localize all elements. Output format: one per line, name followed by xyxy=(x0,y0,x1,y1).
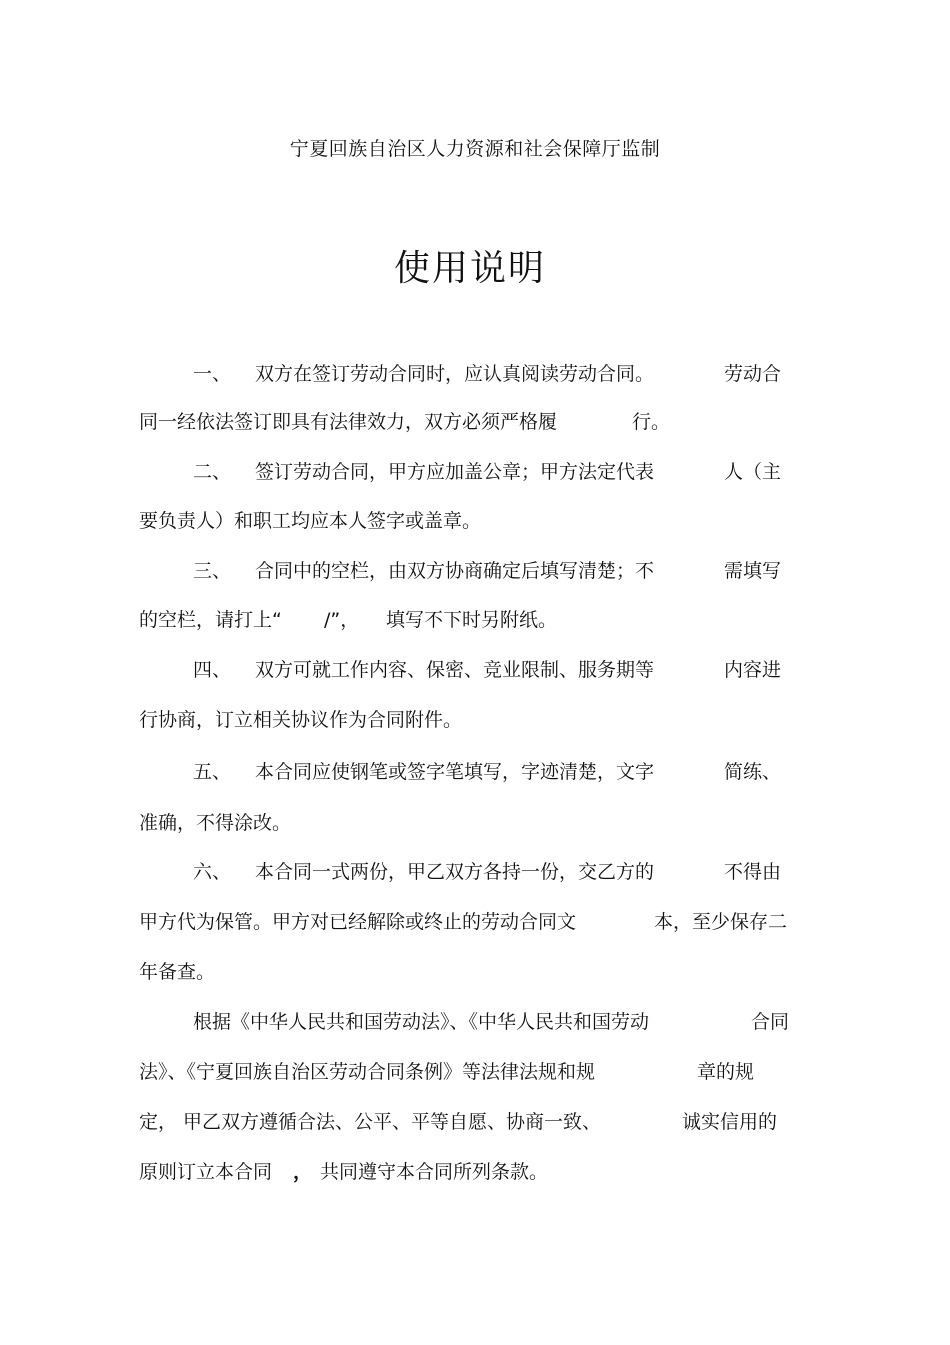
basis-line-2-end: 章的规 xyxy=(697,1061,755,1083)
basis-line-4-comma: ， xyxy=(293,1161,313,1183)
item-5-line-1-end: 简练、 xyxy=(724,761,782,783)
item-4-line-1: 双方可就工作内容、保密、竞业限制、服务期等 xyxy=(255,659,655,681)
basis-line-3: 定， 甲乙双方遵循合法、公平、平等自愿、协商一致、 xyxy=(139,1111,602,1133)
item-3-line-2: 的空栏，请打上“ xyxy=(139,609,282,631)
item-4-number: 四、 xyxy=(193,659,232,681)
item-1-line-1: 双方在签订劳动合同时，应认真阅读劳动合同。 xyxy=(255,363,655,385)
item-1-line-1-end: 劳动合 xyxy=(724,363,782,385)
item-5-line-2: 准确，不得涂改。 xyxy=(139,812,292,834)
page-title: 使用说明 xyxy=(393,248,546,289)
basis-line-4: 原则订立本合同 xyxy=(139,1161,273,1183)
basis-line-4-end: 共同遵守本合同所列条款。 xyxy=(320,1161,549,1183)
item-6-line-1-end: 不得由 xyxy=(724,861,782,883)
item-6-line-2-end: 本，至少保存二 xyxy=(654,911,788,933)
basis-line-1-end: 合同 xyxy=(751,1011,790,1033)
item-3-line-1-end: 需填写 xyxy=(724,560,782,582)
basis-line-2: 法》、《宁夏回族自治区劳动合同条例》等法律法规和规 xyxy=(139,1061,596,1083)
item-4-line-1-end: 内容进 xyxy=(724,659,782,681)
item-6-line-1: 本合同一式两份，甲乙双方各持一份，交乙方的 xyxy=(255,861,655,883)
item-3-line-2-mark: /”， xyxy=(324,609,360,631)
item-2-line-1: 签订劳动合同，甲方应加盖公章；甲方法定代表 xyxy=(255,461,655,483)
item-5-line-1: 本合同应使钢笔或签字笔填写，字迹清楚，文字 xyxy=(255,761,655,783)
item-1-line-2-end: 行。 xyxy=(632,411,671,433)
item-2-number: 二、 xyxy=(193,461,232,483)
supervisor-line: 宁夏回族自治区人力资源和社会保障厅监制 xyxy=(289,138,661,160)
item-1-number: 一、 xyxy=(193,363,232,385)
item-6-number: 六、 xyxy=(193,861,232,883)
item-2-line-2: 要负责人）和职工均应本人签字或盖章。 xyxy=(139,510,482,532)
item-1-line-2: 同一经依法签订即具有法律效力，双方必须严格履 xyxy=(139,411,558,433)
item-3-line-2-end: 填写不下时另附纸。 xyxy=(386,609,558,631)
item-4-line-2: 行协商，订立相关协议作为合同附件。 xyxy=(139,709,463,731)
item-6-line-2: 甲方代为保管。甲方对已经解除或终止的劳动合同文 xyxy=(139,911,577,933)
item-2-line-1-end: 人（主 xyxy=(724,461,782,483)
basis-line-1: 根据《中华人民共和国劳动法》、《中华人民共和国劳动 xyxy=(193,1011,650,1033)
item-3-number: 三、 xyxy=(193,560,232,582)
item-6-line-3: 年备查。 xyxy=(139,961,216,983)
basis-line-3-end: 诚实信用的 xyxy=(682,1111,778,1133)
item-5-number: 五、 xyxy=(193,761,232,783)
item-3-line-1: 合同中的空栏，由双方协商确定后填写清楚；不 xyxy=(255,560,655,582)
